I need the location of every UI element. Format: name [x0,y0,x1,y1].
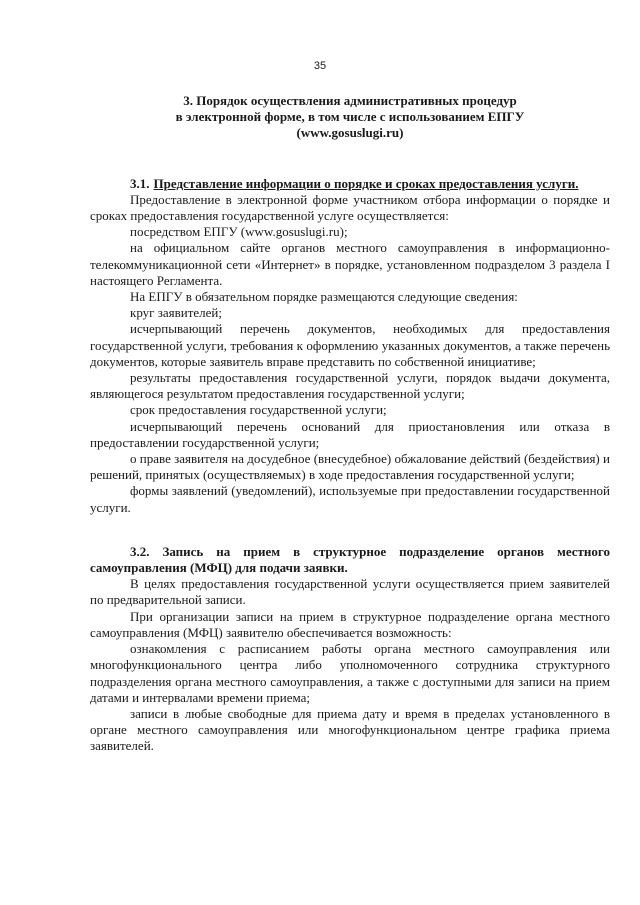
paragraph: ознакомления с расписанием работы органа местного самоуправления или многофункционального центра либо уполномоченного сотрудника структурного подразделения органа местного самоуправления, а также с доступными для записи на прием датами и интервалами времени приема; [90,641,610,705]
section-title [90,93,610,142]
section-title-line-3: (www.gosuslugi.ru) [296,125,404,141]
section-title-line-2: в электронной форме, в том числе с использованием ЕПГУ [175,109,525,125]
section-title-line-1: 3. Порядок осуществления административных процедур [183,93,517,108]
page-number: 35 [313,60,327,72]
paragraph: результаты предоставления государственной услуги, порядок выдачи документа, являющегося результатом предоставления государственной услуги; [90,370,610,402]
paragraph: В целях предоставления государственной услуги осуществляется прием заявителей по предварительной записи. [90,576,610,608]
paragraph: формы заявлений (уведомлений), используемые при предоставлении государственной услуги. [90,483,610,515]
paragraph: исчерпывающий перечень оснований для приостановления или отказа в предоставлении государственной услуги; [90,418,610,450]
paragraph: записи в любые свободные для приема дату и время в пределах установленного в органе местного самоуправления или многофункциональном центре графика приема заявителей. [90,705,610,754]
subsection-3-1-number: 3.1. [130,175,150,191]
subsection-3-2-heading: 3.2. Запись на прием в структурное подразделение органов местного самоуправления (МФЦ) для подачи заявки. [90,543,610,576]
paragraph: При организации записи на прием в структурное подразделение органа местного самоуправления (МФЦ) заявителю обеспечивается возможность: [90,608,610,640]
paragraph: Предоставление в электронной форме участником отбора информации о порядке и сроках предоставления государственной услуге осуществляется: [90,191,610,224]
subsection-3-1-title: Представление информации о порядке и сроках предоставления услуги. [153,175,579,191]
paragraph: срок предоставления государственной услуги; [130,402,387,418]
paragraph: исчерпывающий перечень документов, необходимых для предоставления государственной услуги, требования к оформлению указанных документов, а также перечень документов, которые заявитель вправе представить по собственной инициативе; [90,321,610,369]
paragraph: посредством ЕПГУ (www.gosuslugi.ru); [130,224,348,240]
paragraph: о праве заявителя на досудебное (внесудебное) обжалование действий (бездействия) и решений, принятых (осуществляемых) в ходе предоставления государственной услуги; [90,451,610,483]
paragraph: на официальном сайте органов местного самоуправления в информационно-телекоммуникационной сети «Интернет» в порядке, установленном подразделом 3 раздела I настоящего Регламента. [90,240,610,288]
subsection-3-1-heading [90,176,610,192]
paragraph: круг заявителей; [130,305,222,321]
document-body [90,93,610,755]
paragraph: На ЕПГУ в обязательном порядке размещаются следующие сведения: [130,289,518,305]
